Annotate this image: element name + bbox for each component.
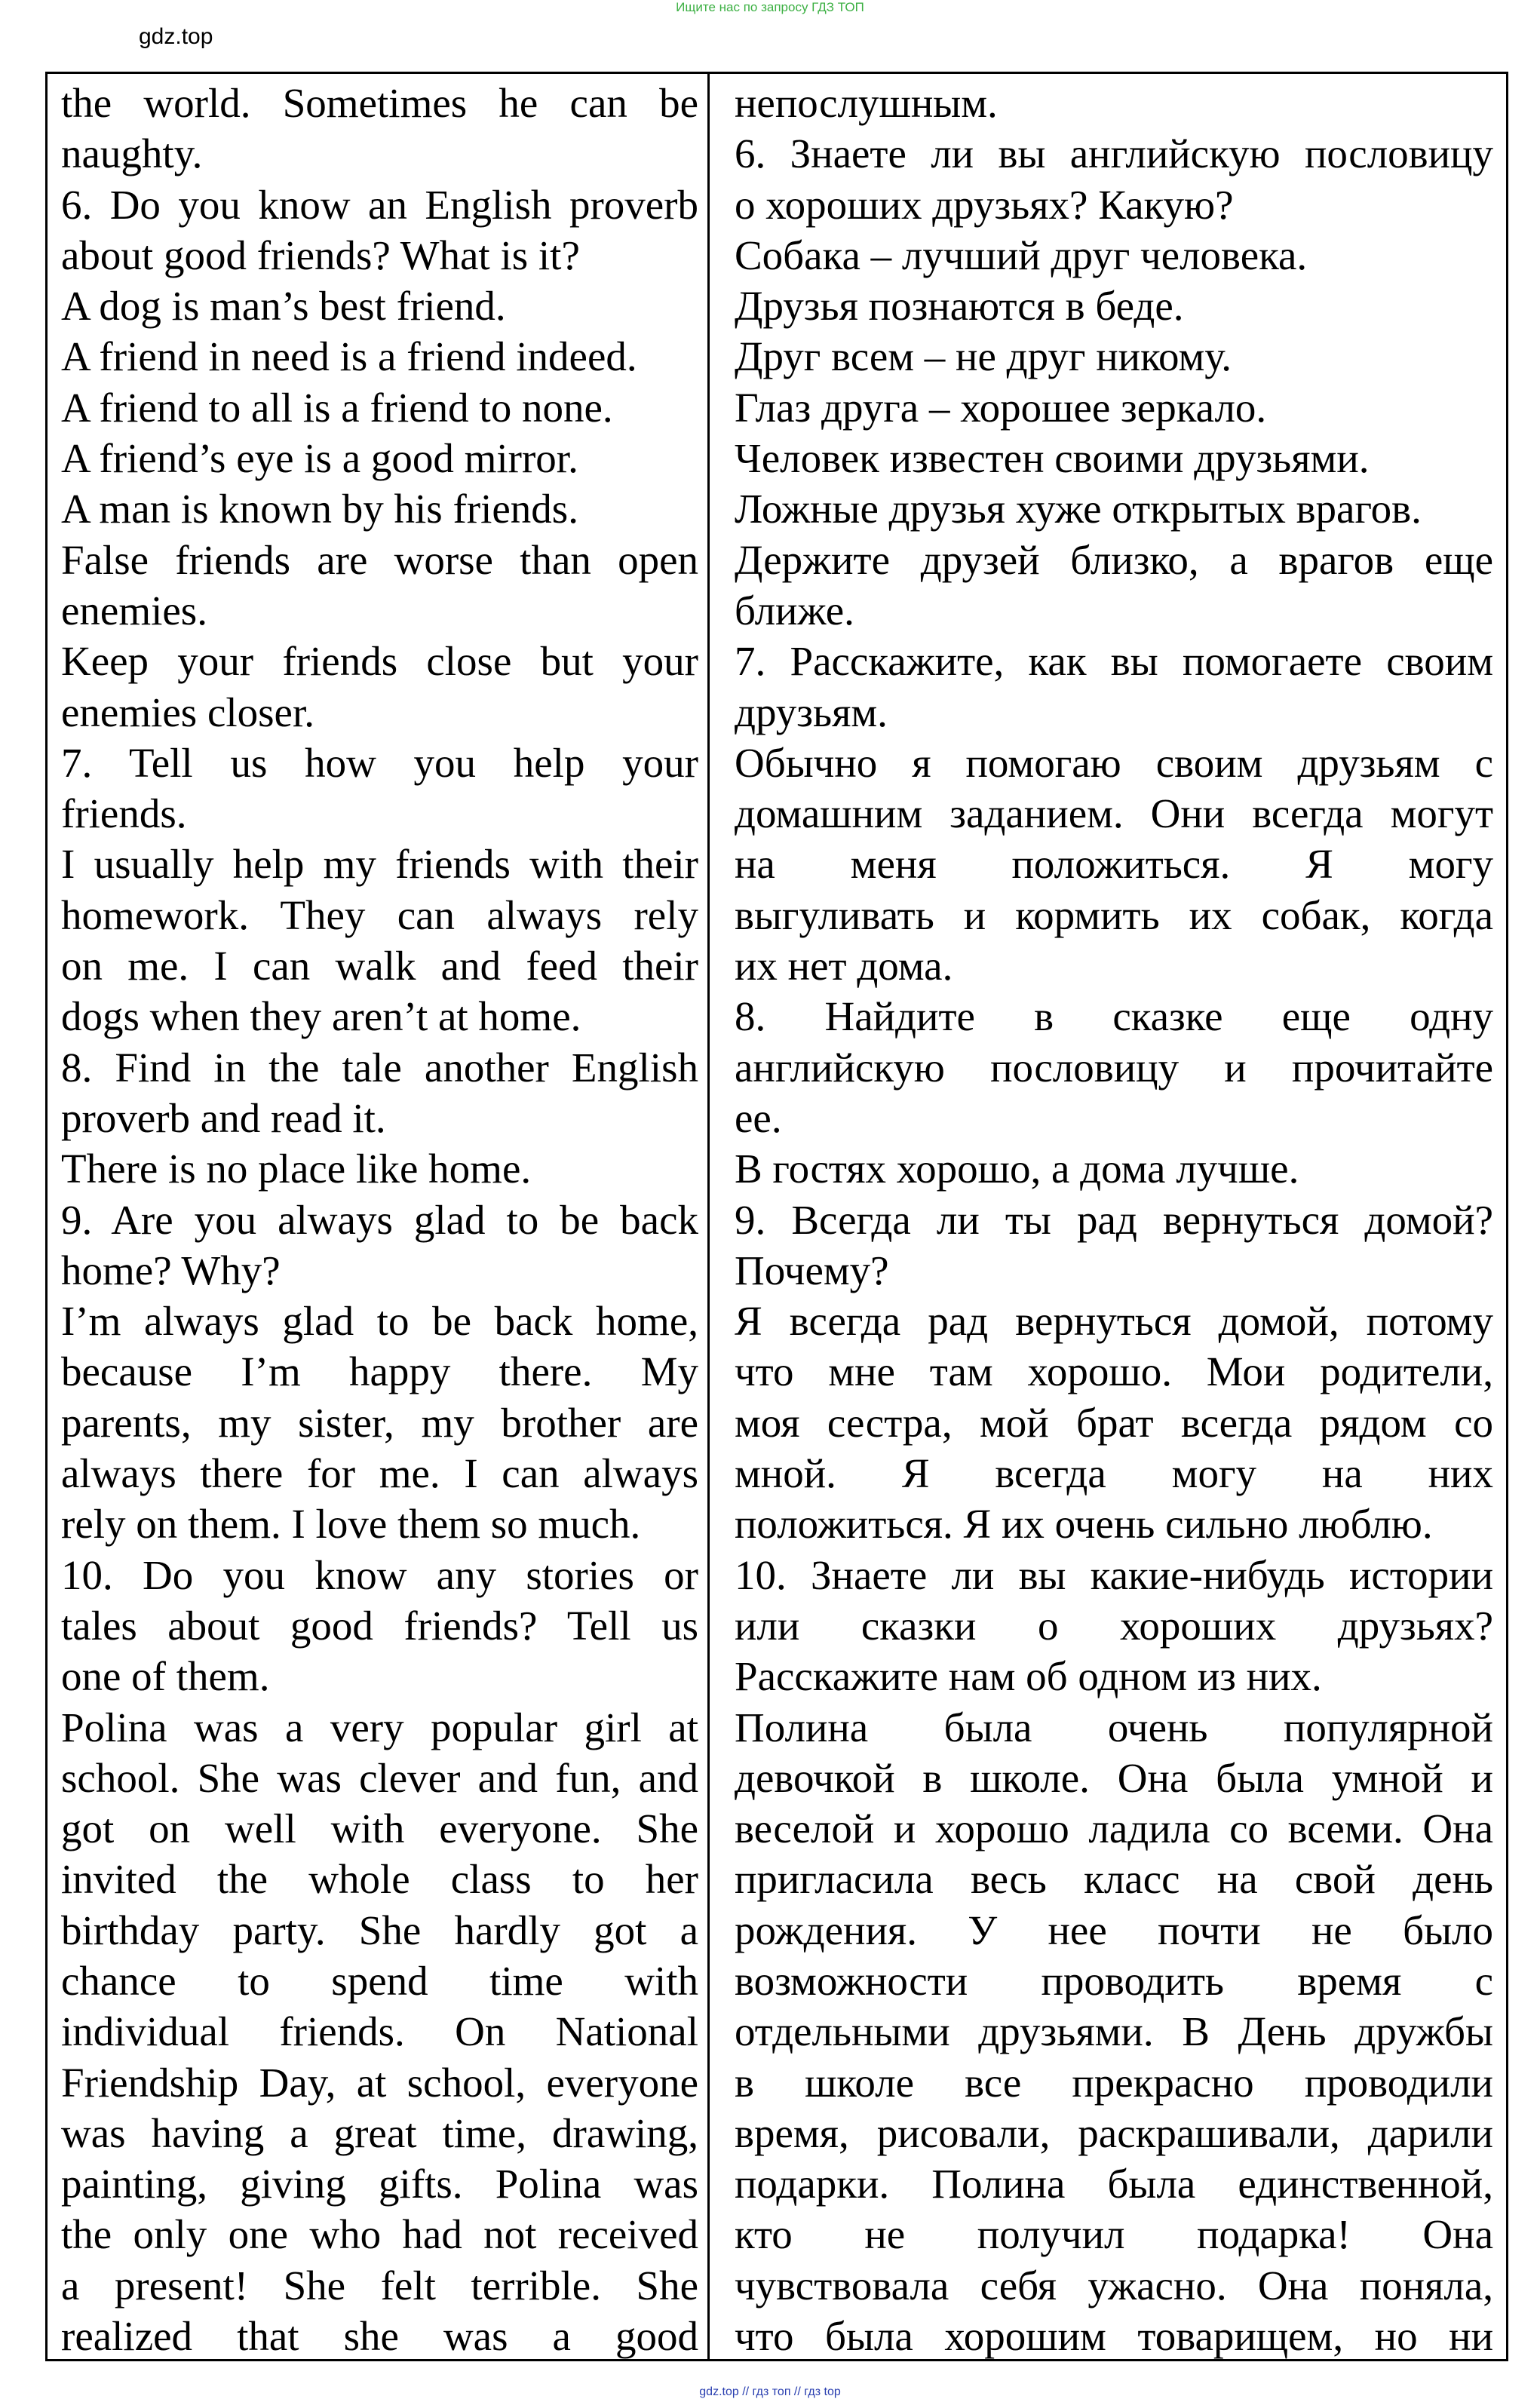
english-line: parents, my sister, my brother are — [61, 1399, 698, 1446]
russian-line: Держите друзей близко, а врагов еще — [735, 536, 1493, 583]
english-line: False friends are worse than open — [61, 536, 698, 583]
russian-line: Человек известен своими друзьями. — [735, 435, 1370, 482]
english-line: A friend to all is a friend to none. — [61, 384, 613, 431]
russian-line: 8. Найдите в сказке еще одну — [735, 993, 1493, 1040]
english-line: friends. — [61, 790, 187, 837]
russian-line: 10. Знаете ли вы какие-нибудь истории — [735, 1551, 1493, 1598]
russian-line: друзьям. — [735, 689, 888, 735]
english-line: home? Why? — [61, 1247, 281, 1293]
russian-line: кто не получил подарка! Она — [735, 2211, 1493, 2258]
russian-line: Я всегда рад вернуться домой, потому — [735, 1298, 1493, 1345]
english-line: on me. I can walk and feed their — [61, 943, 698, 989]
russian-line: что была хорошим товарищем, но ни — [735, 2313, 1493, 2360]
russian-line: домашним заданием. Они всегда могут — [735, 790, 1493, 837]
english-line: A man is known by his friends. — [61, 486, 578, 532]
russian-line: непослушным. — [735, 80, 998, 126]
russian-line: Собака – лучший друг человека. — [735, 232, 1308, 278]
russian-line: моя сестра, мой брат всегда рядом со — [735, 1399, 1493, 1446]
russian-line: В гостях хорошо, а дома лучше. — [735, 1146, 1299, 1192]
english-line: tales about good friends? Tell us — [61, 1602, 698, 1649]
english-line: I’m always glad to be back home, — [61, 1298, 698, 1345]
russian-line: в школе все прекрасно проводили — [735, 2059, 1493, 2106]
russian-line: подарки. Полина была единственной, — [735, 2161, 1493, 2207]
english-line: school. She was clever and fun, and — [61, 1754, 698, 1801]
russian-line: или сказки о хороших друзьях? — [735, 1602, 1493, 1649]
english-column — [61, 78, 698, 2361]
english-line: chance to spend time with — [61, 1957, 698, 2004]
english-line: naughty. — [61, 130, 203, 177]
column-divider — [707, 72, 710, 2361]
russian-line: возможности проводить время с — [735, 1957, 1493, 2004]
english-line: the only one who had not received — [61, 2211, 698, 2258]
russian-line: Глаз друга – хорошее зеркало. — [735, 384, 1267, 431]
russian-line: пригласила весь класс на свой день — [735, 1856, 1493, 1903]
english-line: A friend in need is a friend indeed. — [61, 333, 637, 380]
english-line: was having a great time, drawing, — [61, 2109, 698, 2156]
footer-links[interactable]: gdz.top // гдз топ // гдз top — [699, 2385, 841, 2398]
english-line: There is no place like home. — [61, 1146, 532, 1192]
english-line: the world. Sometimes he can be — [61, 80, 698, 126]
english-line: painting, giving gifts. Polina was — [61, 2161, 698, 2207]
english-line: enemies closer. — [61, 689, 314, 735]
russian-line: мной. Я всегда могу на них — [735, 1450, 1493, 1497]
english-line: rely on them. I love them so much. — [61, 1501, 641, 1548]
english-line: A dog is man’s best friend. — [61, 283, 506, 330]
russian-line: время, рисовали, раскрашивали, дарили — [735, 2109, 1493, 2156]
russian-line: 7. Расскажите, как вы помогаете своим — [735, 638, 1493, 685]
site-label: gdz.top — [139, 24, 213, 49]
russian-line: рождения. У нее почти не было — [735, 1907, 1493, 1953]
english-line: dogs when they aren’t at home. — [61, 993, 581, 1040]
russian-line: английскую пословицу и прочитайте — [735, 1044, 1493, 1091]
english-line: birthday party. She hardly got a — [61, 1907, 698, 1953]
russian-line: ее. — [735, 1094, 782, 1141]
russian-line: что мне там хорошо. Мои родители, — [735, 1348, 1493, 1395]
english-line: I usually help my friends with their — [61, 841, 698, 888]
english-line: 10. Do you know any stories or — [61, 1551, 698, 1598]
english-line: Keep your friends close but your — [61, 638, 698, 685]
english-line: enemies. — [61, 587, 207, 633]
russian-line: выгуливать и кормить их собак, когда — [735, 891, 1493, 938]
english-line: 8. Find in the tale another English — [61, 1044, 698, 1091]
russian-line: Друзья познаются в беде. — [735, 283, 1184, 330]
russian-line: Обычно я помогаю своим друзьям с — [735, 739, 1493, 786]
english-line: 9. Are you always glad to be back — [61, 1196, 698, 1243]
english-line: about good friends? What is it? — [61, 232, 580, 278]
russian-column — [735, 78, 1493, 2361]
russian-line: Полина была очень популярной — [735, 1704, 1493, 1750]
english-line: always there for me. I can always — [61, 1450, 698, 1497]
english-line: realized that she was a good — [61, 2313, 698, 2360]
english-line: homework. They can always rely — [61, 891, 698, 938]
russian-line: девочкой в школе. Она была умной и — [735, 1754, 1493, 1801]
russian-line: 6. Знаете ли вы английскую пословицу — [735, 130, 1493, 177]
russian-line: Расскажите нам об одном из них. — [735, 1653, 1322, 1700]
english-line: a present! She felt terrible. She — [61, 2262, 698, 2309]
russian-line: положиться. Я их очень сильно люблю. — [735, 1501, 1433, 1548]
russian-line: 9. Всегда ли ты рад вернуться домой? — [735, 1196, 1493, 1243]
english-line: individual friends. On National — [61, 2008, 698, 2055]
top-note: Ищите нас по запросу ГДЗ ТОП — [676, 0, 864, 14]
english-line: got on well with everyone. She — [61, 1805, 698, 1852]
english-line: 7. Tell us how you help your — [61, 739, 698, 786]
english-line: A friend’s eye is a good mirror. — [61, 435, 578, 482]
russian-line: чувствовала себя ужасно. Она поняла, — [735, 2262, 1493, 2309]
russian-line: Ложные друзья хуже открытых врагов. — [735, 486, 1422, 532]
english-line: 6. Do you know an English proverb — [61, 181, 698, 228]
english-line: proverb and read it. — [61, 1094, 386, 1141]
russian-line: о хороших друзьях? Какую? — [735, 181, 1234, 228]
english-line: Friendship Day, at school, everyone — [61, 2059, 698, 2106]
russian-line: их нет дома. — [735, 943, 953, 989]
english-line: because I’m happy there. My — [61, 1348, 698, 1395]
russian-line: ближе. — [735, 587, 854, 633]
english-line: Polina was a very popular girl at — [61, 1704, 698, 1750]
russian-line: на меня положиться. Я могу — [735, 841, 1493, 888]
russian-line: веселой и хорошо ладила со всеми. Она — [735, 1805, 1493, 1852]
russian-line: Почему? — [735, 1247, 889, 1293]
english-line: one of them. — [61, 1653, 270, 1700]
russian-line: Друг всем – не друг никому. — [735, 333, 1232, 380]
english-line: invited the whole class to her — [61, 1856, 698, 1903]
russian-line: отдельными друзьями. В День дружбы — [735, 2008, 1493, 2055]
